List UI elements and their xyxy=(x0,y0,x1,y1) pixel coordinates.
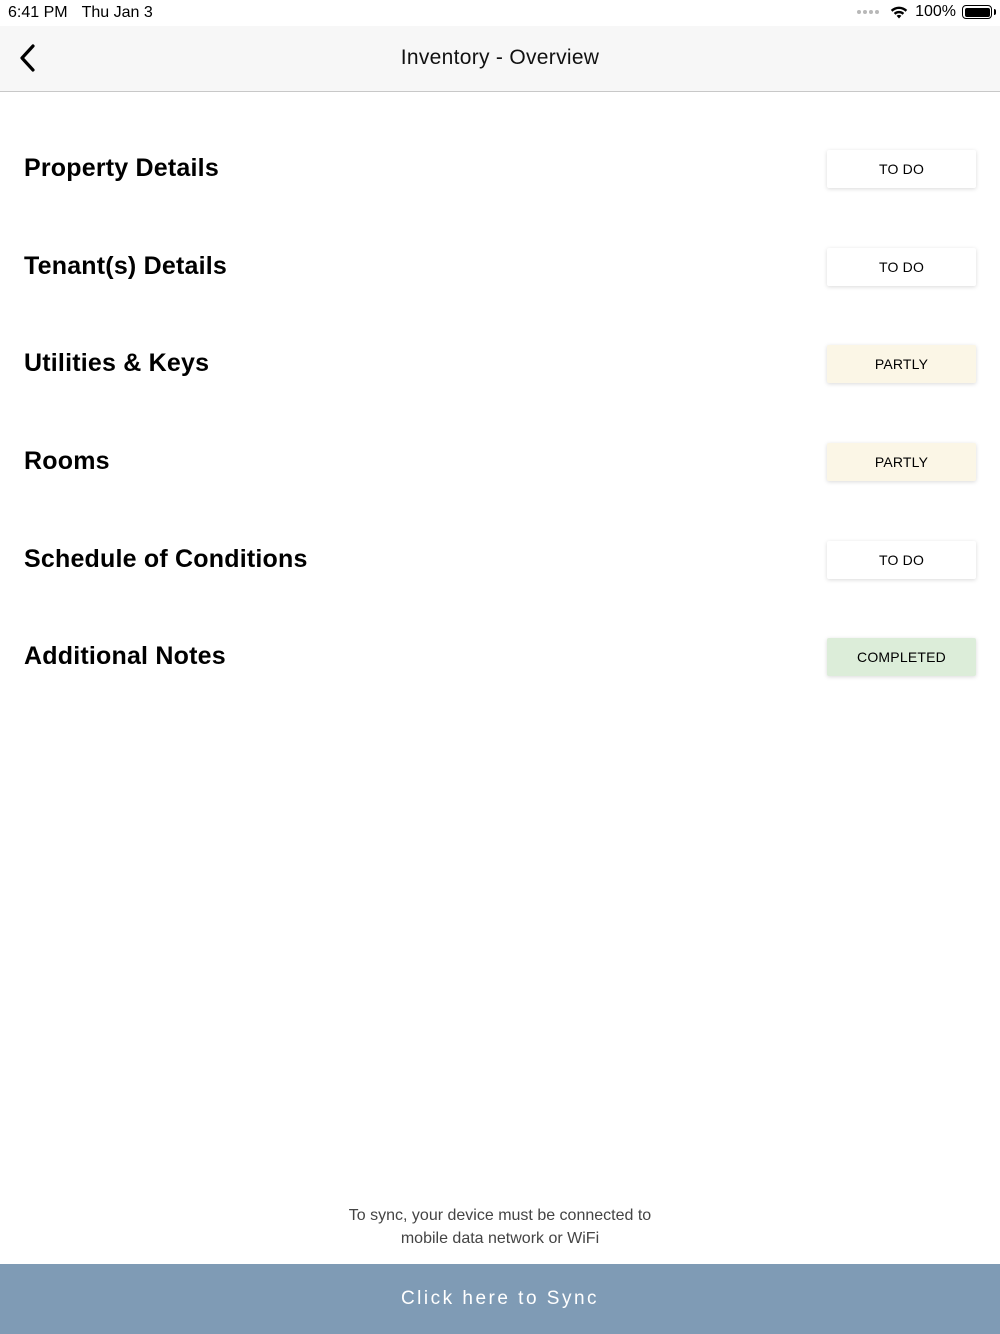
cellular-signal-icon xyxy=(857,10,879,14)
battery-icon xyxy=(962,5,992,19)
section-row-schedule-of-conditions[interactable] xyxy=(0,511,1000,609)
status-badge[interactable]: PARTLY xyxy=(827,443,976,481)
status-badge[interactable]: COMPLETED xyxy=(827,638,976,676)
status-badge[interactable]: TO DO xyxy=(827,150,976,188)
section-row-rooms[interactable] xyxy=(0,413,1000,511)
section-label: Utilities & Keys xyxy=(24,349,210,378)
sync-button[interactable]: Click here to Sync xyxy=(0,1264,1000,1334)
section-label: Property Details xyxy=(24,154,219,182)
section-row-utilities-keys[interactable] xyxy=(0,315,1000,413)
sync-note xyxy=(0,1204,1000,1250)
sync-note-line-2: mobile data network or WiFi xyxy=(400,1230,600,1247)
section-row-tenants-details[interactable] xyxy=(0,218,1000,316)
battery-percent: 100% xyxy=(915,3,956,20)
section-label: Additional Notes xyxy=(24,642,226,671)
status-right xyxy=(857,3,992,21)
status-date: Thu Jan 3 xyxy=(81,4,153,21)
status-bar xyxy=(0,0,1000,26)
navigation-bar xyxy=(0,26,1000,92)
section-label: Schedule of Conditions xyxy=(24,544,308,573)
section-row-additional-notes[interactable] xyxy=(0,608,1000,706)
section-row-property-details[interactable] xyxy=(0,120,1000,218)
status-left xyxy=(8,4,153,22)
section-list xyxy=(0,120,1000,706)
status-badge[interactable]: PARTLY xyxy=(827,345,976,383)
section-label: Tenant(s) Details xyxy=(24,251,227,280)
status-time: 6:41 PM xyxy=(8,4,68,21)
sync-note-line-1: To sync, your device must be connected to xyxy=(348,1207,652,1224)
status-badge[interactable]: TO DO xyxy=(827,541,976,579)
wifi-icon xyxy=(889,4,909,20)
status-badge[interactable]: TO DO xyxy=(827,248,976,286)
section-label: Rooms xyxy=(24,447,110,476)
page-title: Inventory - Overview xyxy=(400,46,600,69)
